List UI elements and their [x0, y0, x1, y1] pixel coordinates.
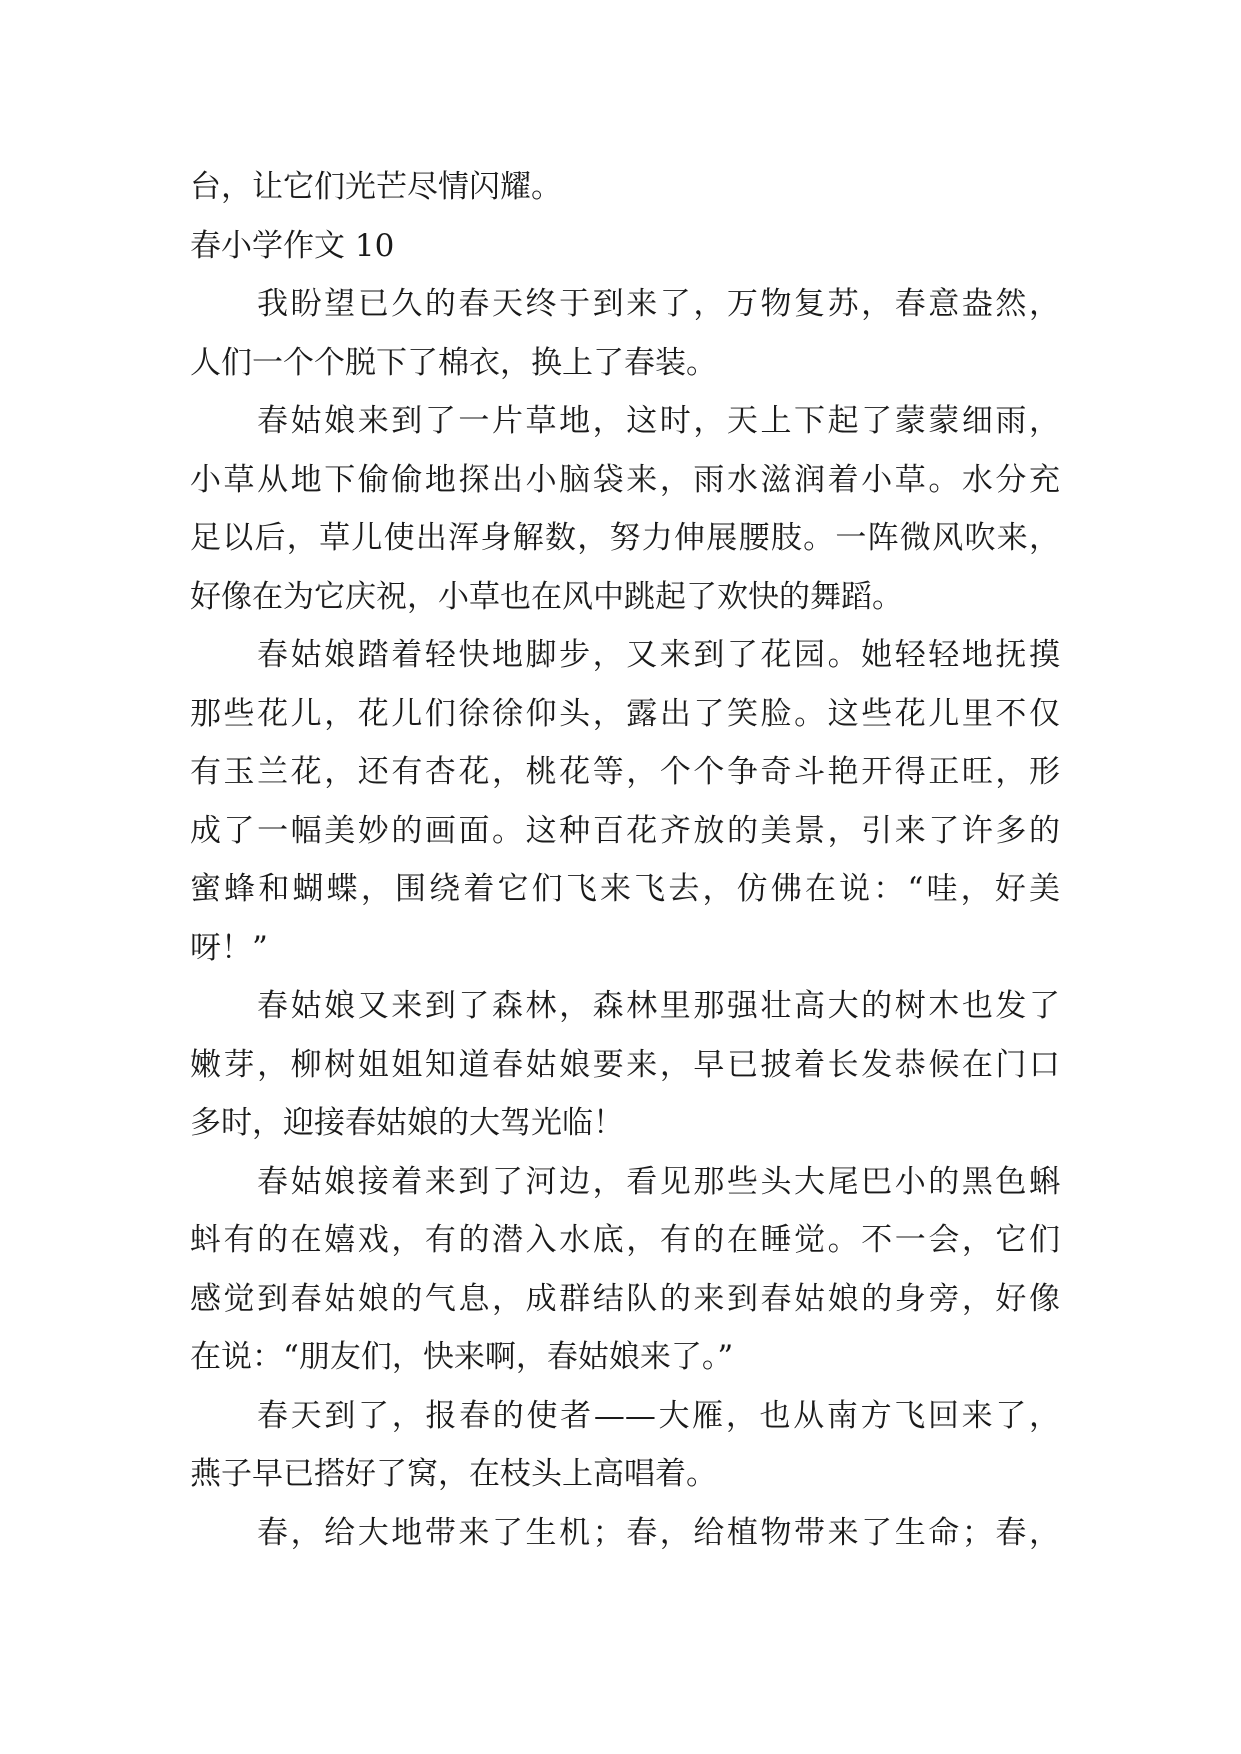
text-line: 在说：“朋友们，快来啊，春姑娘来了。”	[190, 1339, 734, 1375]
text-line: 燕子早已搭好了窝，在枝头上高唱着。	[190, 1456, 717, 1492]
text-line: 我盼望已久的春天终于到来了，万物复苏，春意盎然，	[257, 286, 1060, 322]
text-line: 春天到了，报春的使者——大雁，也从南方飞回来了，	[257, 1397, 1060, 1434]
document-body	[190, 158, 1060, 1562]
text-line: 台，让它们光芒尽情闪耀。	[190, 169, 562, 205]
text-line: 多时，迎接春姑娘的大驾光临！	[190, 1105, 624, 1141]
text-line: 有玉兰花，还有杏花，桃花等，个个争奇斗艳开得正旺，形	[190, 754, 1060, 790]
text-line: 春姑娘来到了一片草地，这时，天上下起了蒙蒙细雨，	[257, 403, 1060, 439]
text-line: 嫩芽，柳树姐姐知道春姑娘要来，早已披着长发恭候在门口	[190, 1046, 1060, 1083]
text-line: 呀！”	[190, 929, 268, 966]
text-line: 小草从地下偷偷地探出小脑袋来，雨水滋润着小草。水分充	[190, 461, 1060, 498]
text-line: 春姑娘踏着轻快地脚步，又来到了花园。她轻轻地抚摸	[257, 637, 1060, 673]
text-line: 蜜蜂和蝴蝶，围绕着它们飞来飞去，仿佛在说：“哇，好美	[190, 871, 1060, 907]
text-line: 春姑娘接着来到了河边，看见那些头大尾巴小的黑色蝌	[257, 1163, 1060, 1200]
text-line: 那些花儿，花儿们徐徐仰头，露出了笑脸。这些花儿里不仅	[190, 695, 1060, 732]
text-line: 人们一个个脱下了棉衣，换上了春装。	[190, 344, 717, 381]
text-line: 蚪有的在嬉戏，有的潜入水底，有的在睡觉。不一会，它们	[190, 1222, 1060, 1258]
text-line: 足以后，草儿使出浑身解数，努力伸展腰肢。一阵微风吹来，	[190, 520, 1060, 556]
text-line: 春姑娘又来到了森林，森林里那强壮高大的树木也发了	[257, 988, 1060, 1024]
text-line: 春，给大地带来了生机；春，给植物带来了生命；春，	[257, 1514, 1060, 1551]
text-line: 感觉到春姑娘的气息，成群结队的来到春姑娘的身旁，好像	[190, 1280, 1060, 1317]
section-heading: 春小学作文 10	[190, 227, 395, 264]
text-line: 成了一幅美妙的画面。这种百花齐放的美景，引来了许多的	[190, 812, 1060, 849]
text-line: 好像在为它庆祝，小草也在风中跳起了欢快的舞蹈。	[190, 578, 903, 615]
